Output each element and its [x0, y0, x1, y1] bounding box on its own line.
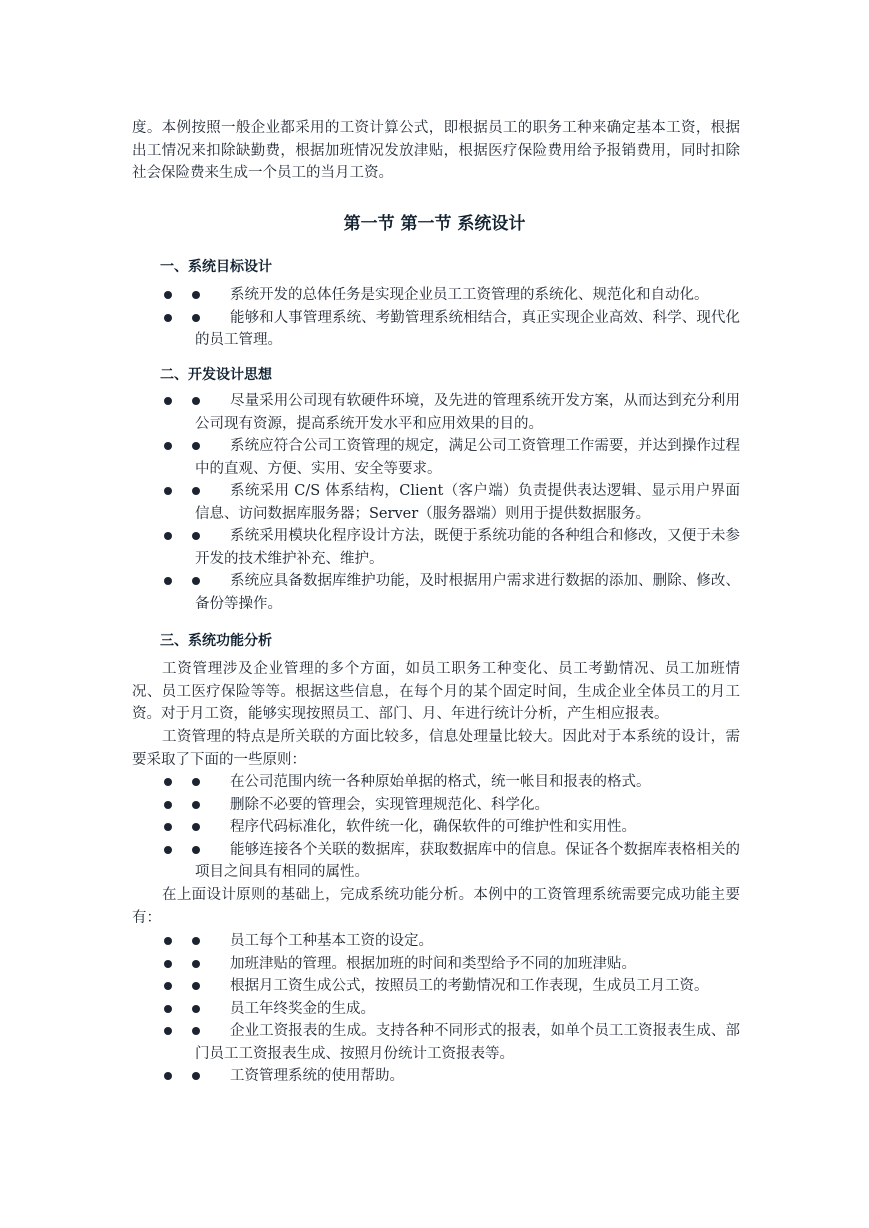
bullet-icon — [160, 1020, 202, 1042]
heading-design-idea: 二、开发设计思想 — [160, 367, 272, 383]
list-item: 系统开发的总体任务是实现企业员工工资管理的系统化、规范化和自动化。 — [160, 284, 740, 307]
bullet-icon — [160, 998, 202, 1020]
list-item: 加班津贴的管理。根据加班的时间和类型给予不同的加班津贴。 — [160, 953, 740, 976]
list-item: 系统应符合公司工资管理的规定，满足公司工资管理工作需要，并达到操作过程中的直观、方便、实用、安全等要求。 — [160, 435, 740, 480]
principles-list — [160, 771, 740, 884]
list-item: 企业工资报表的生成。支持各种不同形式的报表，如单个员工工资报表生成、部门员工工资报表生成、按照月份统计工资报表等。 — [160, 1020, 740, 1065]
list-item: 系统采用 C/S 体系结构，Client（客户端）负责提供表达逻辑、显示用户界面信息、访问数据库服务器；Server（服务器端）则用于提供数据服务。 — [160, 480, 740, 525]
function-paragraph-3: 在上面设计原则的基础上，完成系统功能分析。本例中的工资管理系统需要完成功能主要有： — [132, 887, 740, 926]
bullet-icon — [160, 525, 202, 547]
bullet-icon — [160, 953, 202, 975]
bullet-icon — [160, 480, 202, 502]
features-list — [160, 930, 740, 1088]
bullet-icon — [160, 975, 202, 997]
list-item: 尽量采用公司现有软硬件环境，及先进的管理系统开发方案，从而达到充分利用公司现有资源，提高系统开发水平和应用效果的目的。 — [160, 390, 740, 435]
bullet-icon — [160, 930, 202, 952]
list-item: 在公司范围内统一各种原始单据的格式，统一帐目和报表的格式。 — [160, 771, 740, 794]
bullet-icon — [160, 435, 202, 457]
list-item: 工资管理系统的使用帮助。 — [160, 1065, 740, 1088]
section-title: 第一节 第一节 系统设计 — [343, 214, 526, 234]
bullet-icon — [160, 816, 202, 838]
intro-paragraph: 度。本例按照一般企业都采用的工资计算公式，即根据员工的职务工种来确定基本工资，根据出工情况来扣除缺勤费，根据加班情况发放津贴，根据医疗保险费用给予报销费用，同时扣除社会保险费来生成一个员工的当月工资。 — [132, 120, 740, 181]
list-item: 系统采用模块化程序设计方法，既便于系统功能的各种组合和修改，又便于未参开发的技术维护补充、维护。 — [160, 525, 740, 570]
list-item: 系统应具备数据库维护功能，及时根据用户需求进行数据的添加、删除、修改、备份等操作。 — [160, 570, 740, 615]
list-item: 能够和人事管理系统、考勤管理系统相结合，真正实现企业高效、科学、现代化的员工管理。 — [160, 307, 740, 352]
list-item: 员工每个工种基本工资的设定。 — [160, 930, 740, 953]
bullet-icon — [160, 390, 202, 412]
list-item: 删除不必要的管理会，实现管理规范化、科学化。 — [160, 794, 740, 817]
list-item: 程序代码标准化，软件统一化，确保软件的可维护性和实用性。 — [160, 816, 740, 839]
bullet-icon — [160, 284, 202, 306]
bullet-icon — [160, 1065, 202, 1087]
function-paragraph-2: 工资管理的特点是所关联的方面比较多，信息处理量比较大。因此对于本系统的设计，需要采取了下面的一些原则： — [132, 729, 740, 768]
bullet-icon — [160, 307, 202, 329]
heading-system-goal: 一、系统目标设计 — [160, 259, 272, 275]
bullet-icon — [160, 794, 202, 816]
goal-list — [160, 284, 740, 352]
bullet-icon — [160, 570, 202, 592]
bullet-icon — [160, 771, 202, 793]
list-item: 根据月工资生成公式，按照员工的考勤情况和工作表现，生成员工月工资。 — [160, 975, 740, 998]
bullet-icon — [160, 839, 202, 861]
function-paragraph-1: 工资管理涉及企业管理的多个方面，如员工职务工种变化、员工考勤情况、员工加班情况、员工医疗保险等等。根据这些信息，在每个月的某个固定时间，生成企业全体员工的月工资。对于月工资，能够实现按照员工、部门、月、年进行统计分析，产生相应报表。 — [132, 661, 740, 722]
heading-function-analysis: 三、系统功能分析 — [160, 633, 272, 649]
list-item: 员工年终奖金的生成。 — [160, 998, 740, 1021]
idea-list — [160, 390, 740, 615]
list-item: 能够连接各个关联的数据库，获取数据库中的信息。保证各个数据库表格相关的项目之间具有相同的属性。 — [160, 839, 740, 884]
